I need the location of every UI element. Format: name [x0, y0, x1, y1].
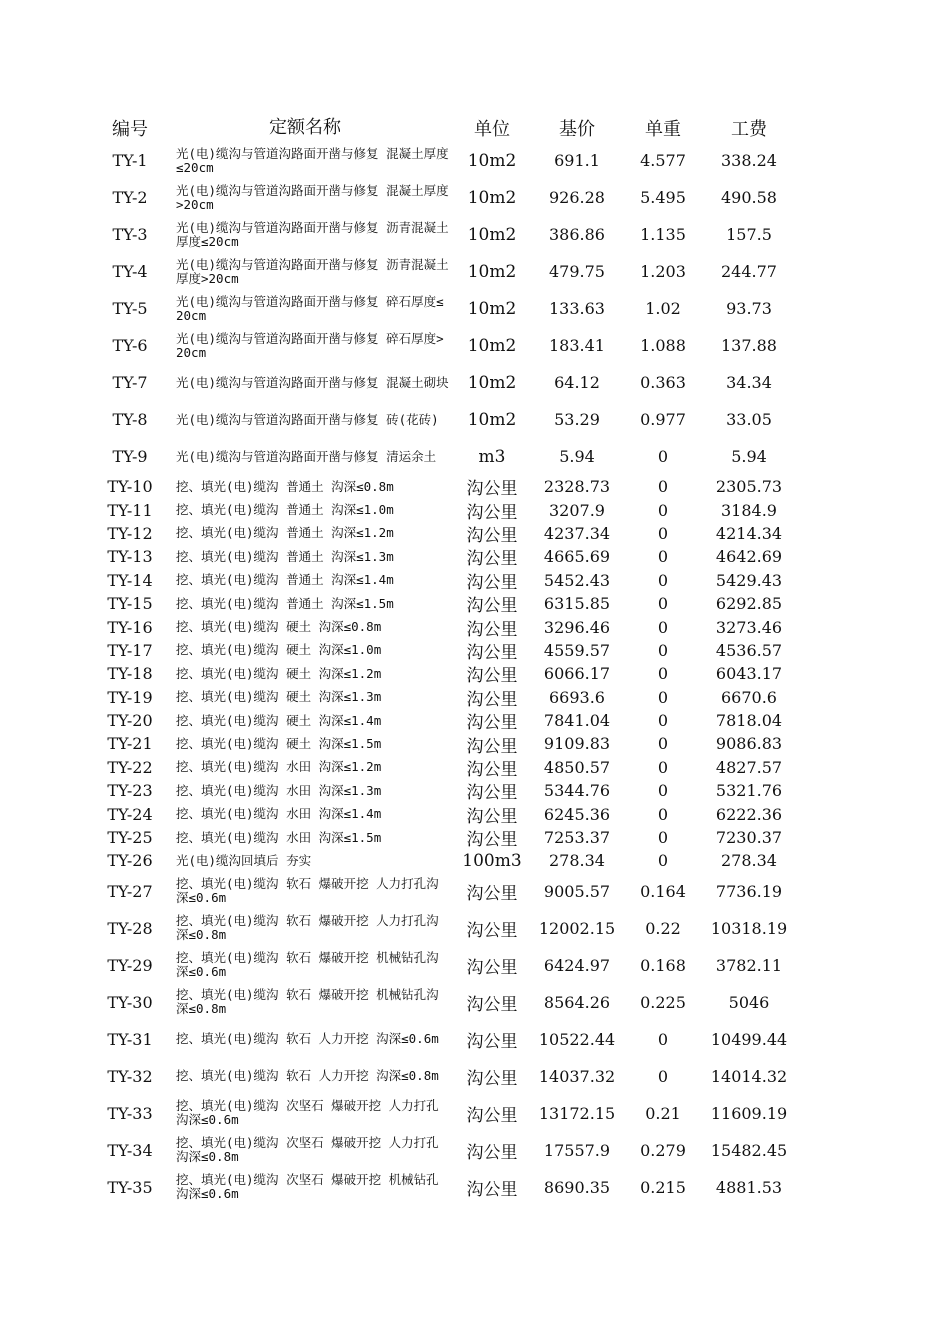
- row-base-price: 5452.43: [543, 570, 611, 590]
- row-unit: 沟公里: [466, 957, 518, 978]
- row-name: 挖、填光(电)缆沟 软石 人力开挖 沟深≤0.8m: [176, 1068, 439, 1084]
- row-base-price: 12002.15: [538, 918, 616, 938]
- row-name: 挖、填光(电)缆沟 硬土 沟深≤1.2m: [176, 665, 382, 681]
- table-row: [100, 179, 820, 216]
- row-unit: 沟公里: [466, 994, 518, 1015]
- row-name: 挖、填光(电)缆沟 次坚石 爆破开挖 人力打孔 沟深≤0.6m: [176, 1098, 439, 1128]
- table-row: [100, 873, 820, 910]
- row-base-price: 8564.26: [543, 992, 611, 1012]
- header-unit-weight: 单重: [645, 119, 681, 140]
- row-code: TY-21: [107, 734, 153, 754]
- row-name: 挖、填光(电)缆沟 软石 爆破开挖 机械钻孔沟深≤0.6m: [176, 950, 439, 980]
- header-name: 定额名称: [269, 117, 341, 138]
- row-unit: 沟公里: [466, 883, 518, 904]
- row-base-price: 4850.57: [543, 757, 611, 777]
- row-code: TY-20: [107, 711, 153, 731]
- row-labor-fee: 137.88: [721, 336, 777, 355]
- row-base-price: 9109.83: [543, 734, 611, 754]
- table-row: [100, 401, 820, 438]
- table-row: [100, 1058, 820, 1095]
- row-code: TY-10: [107, 477, 153, 497]
- row-base-price: 6693.6: [549, 687, 605, 707]
- row-unit-weight: 1.02: [645, 299, 681, 318]
- row-unit: 沟公里: [466, 619, 518, 640]
- table-row: [100, 569, 820, 592]
- table-row: [100, 756, 820, 779]
- row-unit: 沟公里: [466, 759, 518, 780]
- row-labor-fee: 157.5: [726, 225, 772, 244]
- row-code: TY-5: [112, 299, 148, 318]
- row-unit: 10m2: [467, 335, 517, 356]
- row-labor-fee: 7736.19: [715, 881, 783, 901]
- row-labor-fee: 5429.43: [715, 570, 783, 590]
- row-unit: 沟公里: [466, 666, 518, 687]
- table-row: [100, 253, 820, 290]
- row-name: 挖、填光(电)缆沟 硬土 沟深≤1.5m: [176, 735, 382, 751]
- row-unit-weight: 0.22: [645, 918, 681, 938]
- row-unit-weight: 0: [657, 687, 669, 707]
- row-name: 挖、填光(电)缆沟 普通土 沟深≤1.5m: [176, 595, 394, 611]
- row-labor-fee: 4642.69: [715, 547, 783, 567]
- header-row: [100, 114, 820, 142]
- row-base-price: 6424.97: [543, 955, 611, 975]
- table-row: [100, 522, 820, 545]
- row-labor-fee: 338.24: [721, 151, 777, 170]
- row-name: 挖、填光(电)缆沟 软石 爆破开挖 机械钻孔沟深≤0.8m: [176, 987, 439, 1017]
- row-base-price: 53.29: [554, 410, 600, 429]
- row-unit: 10m2: [467, 150, 517, 171]
- row-unit-weight: 0.363: [640, 373, 686, 392]
- row-unit-weight: 0: [657, 594, 669, 614]
- row-code: TY-18: [107, 664, 153, 684]
- row-name: 挖、填光(电)缆沟 硬土 沟深≤1.3m: [176, 689, 382, 705]
- table-row: [100, 662, 820, 685]
- row-base-price: 8690.35: [543, 1177, 611, 1197]
- row-base-price: 4559.57: [543, 640, 611, 660]
- table-row: [100, 910, 820, 947]
- table-row: [100, 142, 820, 179]
- row-name: 挖、填光(电)缆沟 软石 爆破开挖 人力打孔沟深≤0.6m: [176, 876, 439, 906]
- row-base-price: 3207.9: [549, 500, 605, 520]
- row-code: TY-34: [107, 1140, 153, 1160]
- table-row: [100, 475, 820, 498]
- row-labor-fee: 5.94: [731, 447, 767, 466]
- row-unit: 沟公里: [466, 1142, 518, 1163]
- row-name: 挖、填光(电)缆沟 软石 爆破开挖 人力打孔沟深≤0.8m: [176, 913, 439, 943]
- row-labor-fee: 7230.37: [715, 828, 783, 848]
- row-base-price: 64.12: [554, 373, 600, 392]
- row-labor-fee: 4536.57: [715, 640, 783, 660]
- row-name: 挖、填光(电)缆沟 硬土 沟深≤1.0m: [176, 642, 382, 658]
- row-unit-weight: 0: [657, 500, 669, 520]
- row-unit: 10m2: [467, 187, 517, 208]
- table-body: [100, 142, 820, 1206]
- table-row: [100, 802, 820, 825]
- row-labor-fee: 2305.73: [715, 477, 783, 497]
- table-row: [100, 1021, 820, 1058]
- row-code: TY-2: [112, 188, 148, 207]
- row-unit-weight: 0: [657, 1066, 669, 1086]
- row-code: TY-13: [107, 547, 153, 567]
- row-labor-fee: 9086.83: [715, 734, 783, 754]
- row-code: TY-28: [107, 918, 153, 938]
- row-labor-fee: 5046: [728, 992, 770, 1012]
- row-code: TY-27: [107, 881, 153, 901]
- row-unit: 10m2: [467, 261, 517, 282]
- row-labor-fee: 7818.04: [715, 711, 783, 731]
- table-row: [100, 615, 820, 638]
- table-row: [100, 779, 820, 802]
- row-unit-weight: 0: [657, 851, 669, 871]
- table-row: [100, 826, 820, 849]
- row-unit-weight: 4.577: [640, 151, 686, 170]
- row-name: 挖、填光(电)缆沟 硬土 沟深≤1.4m: [176, 712, 382, 728]
- table-row: [100, 1169, 820, 1206]
- row-unit-weight: 0.977: [640, 410, 686, 429]
- row-name: 光(电)缆沟与管道沟路面开凿与修复 砖(花砖): [176, 411, 439, 427]
- row-name: 光(电)缆沟与管道沟路面开凿与修复 沥青混凝土 厚度≤20cm: [176, 219, 449, 249]
- row-labor-fee: 34.34: [726, 373, 772, 392]
- row-name: 挖、填光(电)缆沟 水田 沟深≤1.4m: [176, 806, 382, 822]
- row-name: 光(电)缆沟与管道沟路面开凿与修复 混凝土厚度>20cm: [176, 182, 449, 212]
- row-name: 光(电)缆沟与管道沟路面开凿与修复 沥青混凝土 厚度>20cm: [176, 256, 449, 286]
- row-unit-weight: 1.088: [640, 336, 686, 355]
- row-code: TY-9: [112, 447, 148, 466]
- row-name: 挖、填光(电)缆沟 软石 人力开挖 沟深≤0.6m: [176, 1031, 439, 1047]
- row-unit-weight: 0: [657, 734, 669, 754]
- row-base-price: 10522.44: [538, 1029, 616, 1049]
- row-code: TY-24: [107, 804, 153, 824]
- row-unit: m3: [478, 446, 506, 467]
- row-code: TY-15: [107, 594, 153, 614]
- row-unit-weight: 0.279: [640, 1140, 686, 1160]
- row-code: TY-8: [112, 410, 148, 429]
- row-unit: 10m2: [467, 298, 517, 319]
- table-row: [100, 1132, 820, 1169]
- row-unit: 沟公里: [466, 736, 518, 757]
- table-row: [100, 545, 820, 568]
- row-labor-fee: 4214.34: [715, 523, 783, 543]
- row-unit-weight: 1.203: [640, 262, 686, 281]
- row-unit-weight: 0: [657, 828, 669, 848]
- row-code: TY-7: [112, 373, 148, 392]
- row-code: TY-31: [107, 1029, 153, 1049]
- row-unit-weight: 0: [657, 477, 669, 497]
- row-unit: 沟公里: [466, 806, 518, 827]
- table-row: [100, 1095, 820, 1132]
- row-unit: 沟公里: [466, 1031, 518, 1052]
- row-unit: 10m2: [467, 224, 517, 245]
- row-name: 挖、填光(电)缆沟 水田 沟深≤1.2m: [176, 759, 382, 775]
- row-name: 挖、填光(电)缆沟 硬土 沟深≤0.8m: [176, 619, 382, 635]
- row-unit: 沟公里: [466, 713, 518, 734]
- row-code: TY-11: [107, 500, 153, 520]
- row-unit: 100m3: [462, 850, 522, 871]
- row-name: 挖、填光(电)缆沟 普通土 沟深≤1.2m: [176, 525, 394, 541]
- row-labor-fee: 6292.85: [715, 594, 783, 614]
- row-unit: 沟公里: [466, 1105, 518, 1126]
- row-name: 挖、填光(电)缆沟 水田 沟深≤1.5m: [176, 829, 382, 845]
- row-unit-weight: 0: [657, 757, 669, 777]
- table-row: [100, 592, 820, 615]
- row-unit: 沟公里: [466, 502, 518, 523]
- row-labor-fee: 3184.9: [721, 500, 777, 520]
- row-unit: 沟公里: [466, 479, 518, 500]
- table-row: [100, 639, 820, 662]
- table-row: [100, 327, 820, 364]
- row-base-price: 3296.46: [543, 617, 611, 637]
- row-base-price: 13172.15: [538, 1103, 616, 1123]
- row-base-price: 2328.73: [543, 477, 611, 497]
- row-labor-fee: 10499.44: [710, 1029, 788, 1049]
- row-unit-weight: 0: [657, 781, 669, 801]
- row-code: TY-4: [112, 262, 148, 281]
- quota-table: [100, 114, 820, 1206]
- row-base-price: 14037.32: [538, 1066, 616, 1086]
- row-unit-weight: 0: [657, 640, 669, 660]
- row-unit-weight: 0: [657, 711, 669, 731]
- row-name: 光(电)缆沟回填后 夯实: [176, 852, 312, 868]
- row-unit: 沟公里: [466, 572, 518, 593]
- row-code: TY-33: [107, 1103, 153, 1123]
- row-name: 光(电)缆沟与管道沟路面开凿与修复 碎石厚度≤20cm: [176, 293, 444, 323]
- row-unit: 沟公里: [466, 783, 518, 804]
- row-name: 光(电)缆沟与管道沟路面开凿与修复 清运余土: [176, 448, 437, 464]
- row-code: TY-32: [107, 1066, 153, 1086]
- header-code: 编号: [112, 119, 148, 140]
- row-base-price: 691.1: [554, 151, 600, 170]
- row-name: 挖、填光(电)缆沟 普通土 沟深≤1.0m: [176, 502, 394, 518]
- row-base-price: 6066.17: [543, 664, 611, 684]
- row-labor-fee: 244.77: [721, 262, 777, 281]
- row-unit-weight: 0.168: [640, 955, 686, 975]
- row-labor-fee: 3782.11: [715, 955, 783, 975]
- table-row: [100, 686, 820, 709]
- row-unit: 沟公里: [466, 920, 518, 941]
- row-labor-fee: 10318.19: [710, 918, 788, 938]
- row-base-price: 183.41: [549, 336, 605, 355]
- table-row: [100, 984, 820, 1021]
- row-unit-weight: 0: [657, 547, 669, 567]
- header-labor-fee: 工费: [731, 119, 767, 140]
- row-name: 挖、填光(电)缆沟 普通土 沟深≤1.4m: [176, 572, 394, 588]
- row-base-price: 6315.85: [543, 594, 611, 614]
- row-name: 挖、填光(电)缆沟 次坚石 爆破开挖 人力打孔 沟深≤0.8m: [176, 1135, 439, 1165]
- row-code: TY-25: [107, 828, 153, 848]
- row-code: TY-14: [107, 570, 153, 590]
- row-unit-weight: 1.135: [640, 225, 686, 244]
- row-base-price: 6245.36: [543, 804, 611, 824]
- row-unit: 沟公里: [466, 1179, 518, 1200]
- row-unit-weight: 0: [657, 523, 669, 543]
- row-unit: 沟公里: [466, 689, 518, 710]
- row-labor-fee: 93.73: [726, 299, 772, 318]
- row-code: TY-1: [112, 151, 148, 170]
- row-base-price: 7841.04: [543, 711, 611, 731]
- row-labor-fee: 15482.45: [710, 1140, 788, 1160]
- row-base-price: 7253.37: [543, 828, 611, 848]
- row-labor-fee: 3273.46: [715, 617, 783, 637]
- table-row: [100, 290, 820, 327]
- row-base-price: 5.94: [559, 447, 595, 466]
- table-row: [100, 498, 820, 521]
- table-row: [100, 438, 820, 475]
- row-unit-weight: 0: [657, 1029, 669, 1049]
- row-name: 光(电)缆沟与管道沟路面开凿与修复 碎石厚度>20cm: [176, 330, 444, 360]
- row-labor-fee: 6670.6: [721, 687, 777, 707]
- row-labor-fee: 4881.53: [715, 1177, 783, 1197]
- row-code: TY-29: [107, 955, 153, 975]
- header-unit: 单位: [474, 119, 510, 140]
- row-unit: 沟公里: [466, 549, 518, 570]
- row-unit-weight: 0: [657, 804, 669, 824]
- row-name: 挖、填光(电)缆沟 普通土 沟深≤0.8m: [176, 478, 394, 494]
- row-unit: 10m2: [467, 409, 517, 430]
- table-row: [100, 216, 820, 253]
- row-unit: 沟公里: [466, 830, 518, 851]
- row-name: 挖、填光(电)缆沟 次坚石 爆破开挖 机械钻孔 沟深≤0.6m: [176, 1172, 439, 1202]
- row-code: TY-6: [112, 336, 148, 355]
- table-row: [100, 709, 820, 732]
- row-name: 光(电)缆沟与管道沟路面开凿与修复 混凝土砌块: [176, 374, 449, 390]
- row-code: TY-22: [107, 757, 153, 777]
- row-labor-fee: 278.34: [721, 851, 777, 871]
- row-name: 挖、填光(电)缆沟 水田 沟深≤1.3m: [176, 782, 382, 798]
- row-labor-fee: 11609.19: [710, 1103, 788, 1123]
- row-code: TY-30: [107, 992, 153, 1012]
- row-base-price: 4237.34: [543, 523, 611, 543]
- row-base-price: 17557.9: [543, 1140, 611, 1160]
- row-base-price: 5344.76: [543, 781, 611, 801]
- row-code: TY-23: [107, 781, 153, 801]
- row-unit-weight: 5.495: [640, 188, 686, 207]
- row-labor-fee: 490.58: [721, 188, 777, 207]
- row-code: TY-17: [107, 640, 153, 660]
- row-code: TY-35: [107, 1177, 153, 1197]
- row-code: TY-3: [112, 225, 148, 244]
- row-base-price: 386.86: [549, 225, 605, 244]
- row-base-price: 278.34: [549, 851, 605, 871]
- row-unit: 沟公里: [466, 525, 518, 546]
- row-unit: 10m2: [467, 372, 517, 393]
- row-name: 挖、填光(电)缆沟 普通土 沟深≤1.3m: [176, 548, 394, 564]
- table-row: [100, 732, 820, 755]
- row-code: TY-19: [107, 687, 153, 707]
- header-base-price: 基价: [559, 119, 595, 140]
- row-labor-fee: 4827.57: [715, 757, 783, 777]
- row-labor-fee: 33.05: [726, 410, 772, 429]
- row-unit-weight: 0: [657, 447, 669, 466]
- row-code: TY-26: [107, 851, 153, 871]
- table-row: [100, 849, 820, 872]
- row-code: TY-16: [107, 617, 153, 637]
- row-name: 光(电)缆沟与管道沟路面开凿与修复 混凝土厚度≤20cm: [176, 145, 449, 175]
- row-unit: 沟公里: [466, 642, 518, 663]
- row-labor-fee: 6222.36: [715, 804, 783, 824]
- row-code: TY-12: [107, 523, 153, 543]
- table-row: [100, 364, 820, 401]
- row-labor-fee: 6043.17: [715, 664, 783, 684]
- row-unit-weight: 0.215: [640, 1177, 686, 1197]
- row-base-price: 479.75: [549, 262, 605, 281]
- row-base-price: 9005.57: [543, 881, 611, 901]
- row-unit: 沟公里: [466, 596, 518, 617]
- row-unit: 沟公里: [466, 1068, 518, 1089]
- row-unit-weight: 0: [657, 664, 669, 684]
- row-unit-weight: 0.164: [640, 881, 686, 901]
- row-unit-weight: 0: [657, 570, 669, 590]
- row-unit-weight: 0: [657, 617, 669, 637]
- row-base-price: 4665.69: [543, 547, 611, 567]
- row-labor-fee: 14014.32: [710, 1066, 788, 1086]
- table-row: [100, 947, 820, 984]
- row-base-price: 926.28: [549, 188, 605, 207]
- row-unit-weight: 0.225: [640, 992, 686, 1012]
- row-unit-weight: 0.21: [645, 1103, 681, 1123]
- row-base-price: 133.63: [549, 299, 605, 318]
- row-labor-fee: 5321.76: [715, 781, 783, 801]
